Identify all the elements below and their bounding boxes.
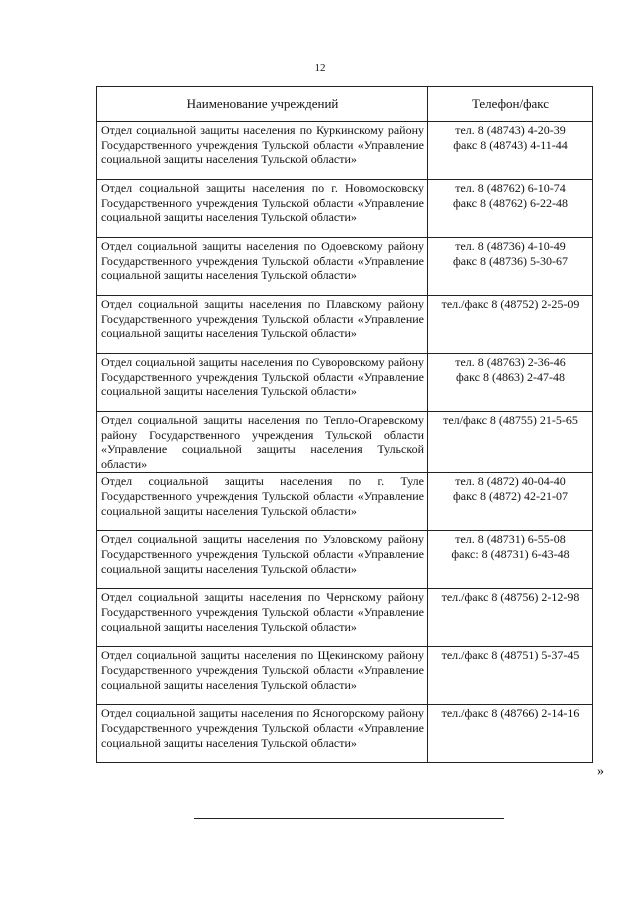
table-row	[97, 122, 593, 180]
phone-number: факс 8 (48736) 5-30-67	[453, 253, 568, 268]
phone-number: тел. 8 (48762) 6-10-74	[455, 181, 566, 195]
table-row	[97, 647, 593, 705]
table-row	[97, 531, 593, 589]
phone-fax-cell	[428, 122, 593, 180]
phone-fax-cell	[428, 238, 593, 296]
footer-rule	[194, 818, 504, 819]
institution-name-cell: Отдел социальной защиты населения по Куркинскому району Государственного учреждения Тульской области «Управление социальной защиты населения Тульской области»	[97, 122, 428, 180]
phone-number: тел/факс 8 (48755) 21-5-65	[443, 413, 578, 427]
phone-fax-cell	[428, 296, 593, 354]
table-header-row	[97, 87, 593, 122]
table-row	[97, 589, 593, 647]
phone-number: тел. 8 (48736) 4-10-49	[455, 239, 566, 253]
table-row	[97, 354, 593, 412]
phone-number: тел. 8 (4872) 40-04-40	[455, 474, 566, 489]
institution-name-cell: Отдел социальной защиты населения по Узловскому району Государственного учреждения Тульской области «Управление социальной защиты населения Тульской области»	[97, 531, 428, 589]
table-row	[97, 705, 593, 763]
institution-name-cell: Отдел социальной защиты населения по Одоевскому району Государственного учреждения Тульской области «Управление социальной защиты населения Тульской области»	[97, 238, 428, 296]
phone-fax-cell	[428, 354, 593, 412]
phone-fax-cell	[428, 180, 593, 238]
closing-quote: »	[597, 764, 604, 779]
phone-number: факс: 8 (48731) 6-43-48	[451, 546, 570, 561]
phone-number: тел. 8 (48743) 4-20-39	[455, 123, 566, 137]
phone-number: факс 8 (48743) 4-11-44	[453, 137, 568, 152]
phone-fax-cell	[428, 473, 593, 531]
page-number: 12	[314, 62, 326, 74]
phone-number: тел./факс 8 (48751) 5-37-45	[441, 648, 580, 663]
institution-name-cell: Отдел социальной защиты населения по Ясногорскому району Государственного учреждения Тульской области «Управление социальной защиты населения Тульской области»	[97, 705, 428, 763]
table-row	[97, 238, 593, 296]
phone-fax-cell	[428, 705, 593, 763]
table-body	[97, 122, 593, 763]
table-row	[97, 412, 593, 473]
institution-name-cell: Отдел социальной защиты населения по Плавскому району Государственного учреждения Тульской области «Управление социальной защиты населения Тульской области»	[97, 296, 428, 354]
phone-number: факс 8 (4872) 42-21-07	[453, 488, 568, 503]
table-row	[97, 180, 593, 238]
institution-name-cell: Отдел социальной защиты населения по г. Туле Государственного учреждения Тульской области «Управление социальной защиты населения Тульской области»	[97, 473, 428, 531]
phone-number: тел./факс 8 (48766) 2-14-16	[441, 706, 580, 721]
phone-fax-cell	[428, 412, 593, 473]
phone-number: тел. 8 (48731) 6-55-08	[455, 532, 566, 547]
phone-number: тел. 8 (48763) 2-36-46	[455, 355, 566, 369]
table-row	[97, 473, 593, 531]
phone-number: тел./факс 8 (48756) 2-12-98	[441, 590, 580, 605]
phone-number: тел./факс 8 (48752) 2-25-09	[441, 297, 580, 311]
phone-fax-cell	[428, 647, 593, 705]
institution-name-cell: Отдел социальной защиты населения по Щекинскому району Государственного учреждения Тульской области «Управление социальной защиты населения Тульской области»	[97, 647, 428, 705]
phone-number: факс 8 (4863) 2-47-48	[456, 369, 565, 384]
phone-fax-cell	[428, 531, 593, 589]
institution-name-cell: Отдел социальной защиты населения по Суворовскому району Государственного учреждения Тульской области «Управление социальной защиты населения Тульской области»	[97, 354, 428, 412]
phone-number: факс 8 (48762) 6-22-48	[453, 195, 568, 210]
column-header-name: Наименование учреждений	[97, 87, 428, 122]
table-row	[97, 296, 593, 354]
phone-fax-cell	[428, 589, 593, 647]
column-header-phone: Телефон/факс	[428, 87, 593, 122]
institution-name-cell: Отдел социальной защиты населения по Тепло-Огаревскому району Государственного учреждения Тульской области «Управление социальной защиты населения Тульской области»	[97, 412, 428, 473]
institution-name-cell: Отдел социальной защиты населения по г. Новомосковску Государственного учреждения Тульской области «Управление социальной защиты населения Тульской области»	[97, 180, 428, 238]
institution-name-cell: Отдел социальной защиты населения по Чернскому району Государственного учреждения Тульской области «Управление социальной защиты населения Тульской области»	[97, 589, 428, 647]
institutions-table	[96, 86, 593, 763]
